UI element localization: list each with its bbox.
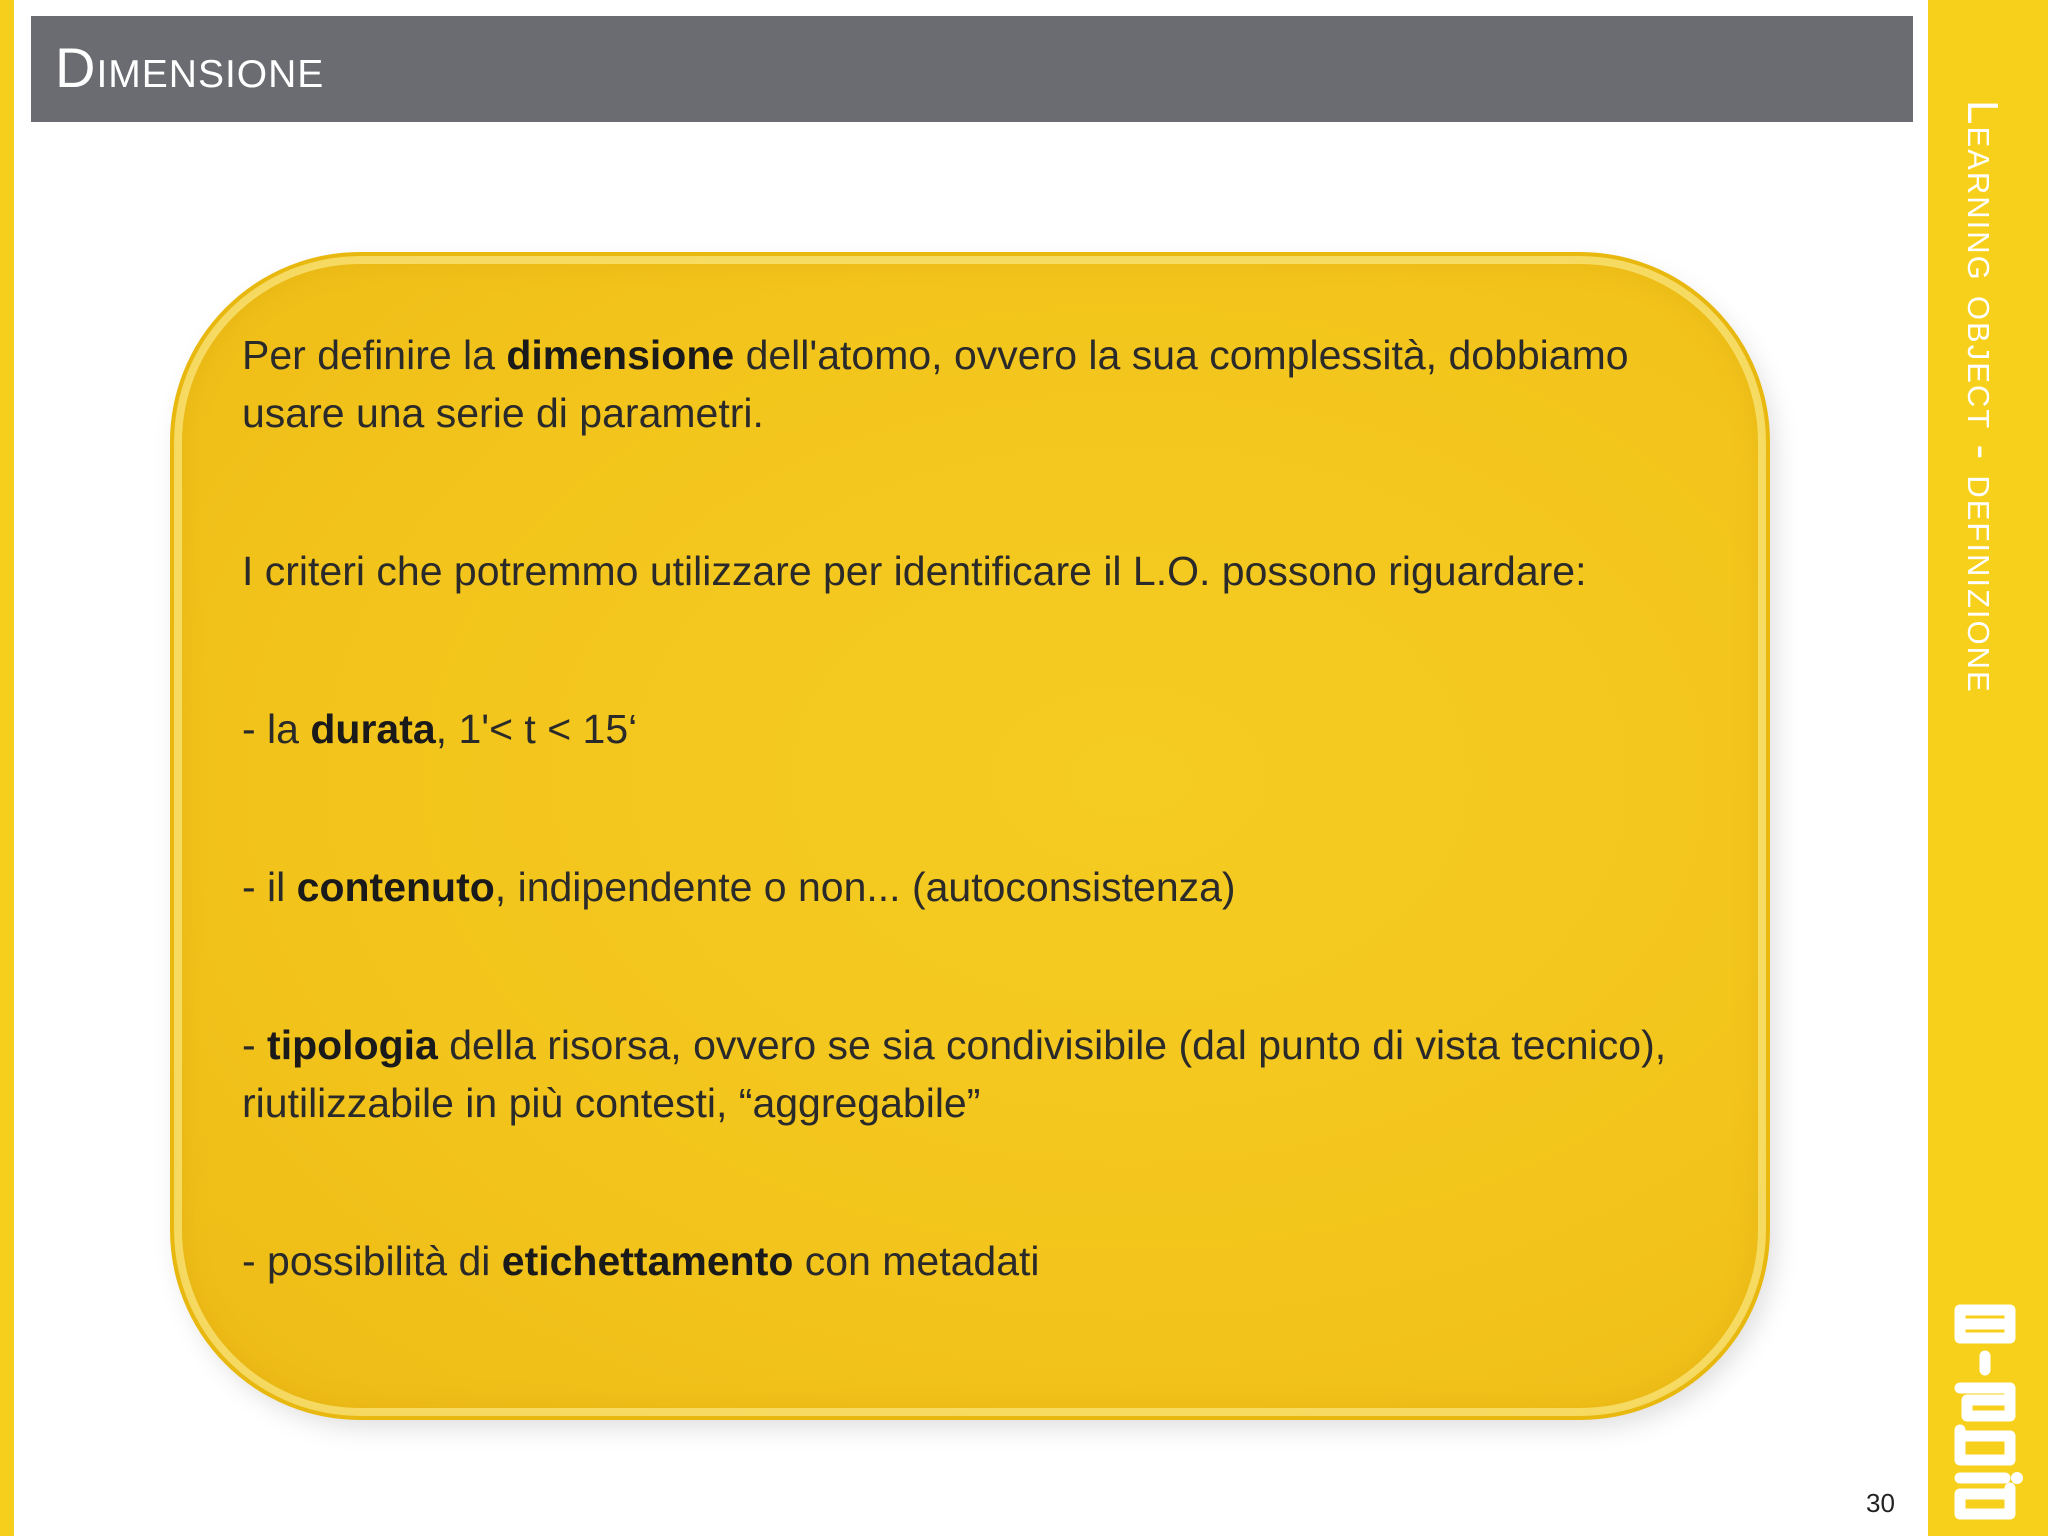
criterion-labeling: - possibilità di etichettamento con metadati [242,1238,1040,1284]
title-bar [31,16,1913,122]
criterion-duration: - la durata, 1'< t < 15‘ [242,706,638,752]
slide-title: Dimensione [55,36,325,99]
paragraph-criteria: I criteri che potremmo utilizzare per identificare il L.O. possono riguardare: [242,548,1587,594]
side-title: Learning object - definizione [1958,100,2007,694]
dida-e-logo-icon [1945,1290,2025,1520]
page-number: 30 [1866,1488,1895,1518]
content-card [170,252,1770,1420]
paragraph-intro: Per definire la dimensione dell'atomo, ovvero la sua complessità, dobbiamo usare una serie di parametri. [242,332,1629,436]
criterion-content: - il contenuto, indipendente o non... (autoconsistenza) [242,864,1236,910]
criterion-typology: - tipologia della risorsa, ovvero se sia condivisibile (dal punto di vista tecnico), riutilizzabile in più contesti, “aggregabile” [242,1022,1667,1126]
card-text [242,326,1682,1290]
left-accent-edge [0,0,14,1536]
